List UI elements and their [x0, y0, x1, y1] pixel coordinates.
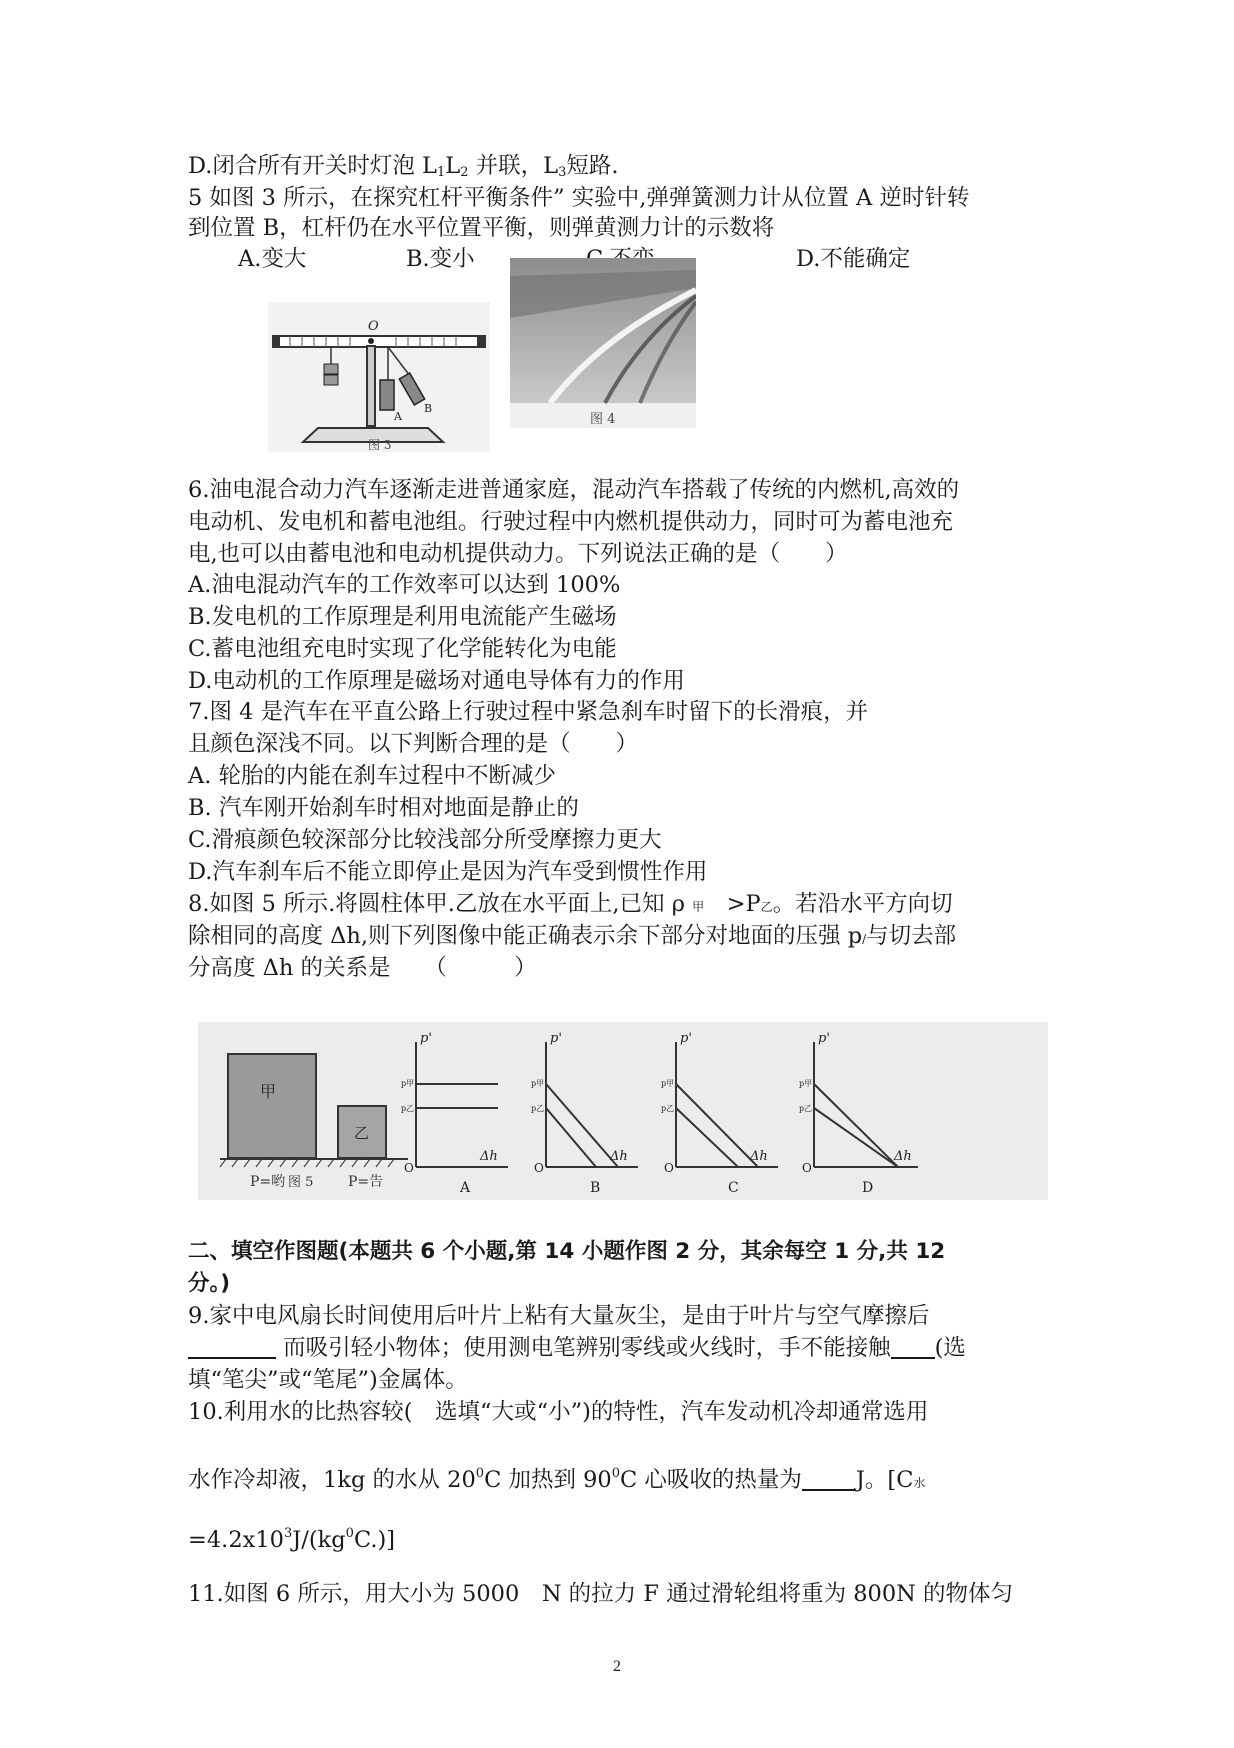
q8-line-1: [188, 888, 953, 923]
q5-option-d: D.不能确定: [796, 246, 911, 272]
panel-label-c: C: [728, 1180, 739, 1196]
axis-label-y: p': [680, 1031, 692, 1046]
axis-origin: O: [664, 1161, 674, 1175]
q9-line-3: 填“笔尖”或“笔尾”)金属体。: [188, 1367, 468, 1393]
q6-option-a: A.油电混动汽车的工作效率可以达到 100%: [188, 572, 621, 598]
q6-line-3: 电,也可以由蓄电池和电动机提供动力。下列说法正确的是（ ）: [188, 541, 848, 567]
superscript-0: 0: [345, 1526, 354, 1541]
label-p-jia: p甲: [799, 1079, 813, 1088]
subscript-jia: 甲: [692, 900, 705, 914]
q9-line-1: 9.家中电风扇长时间使用后叶片上粘有大量灰尘，是由于叶片与空气摩擦后: [188, 1303, 930, 1329]
label-p-yi: p乙: [401, 1104, 415, 1113]
section-2-heading-line-2: 分。): [188, 1271, 231, 1296]
q8-line-1-p: >P: [726, 891, 761, 917]
fig3-label-b: B: [424, 402, 433, 415]
q10-answer-blank[interactable]: [802, 1469, 856, 1491]
axis-origin: O: [534, 1161, 544, 1175]
q4-option-d-end: 短路.: [566, 153, 619, 179]
q8-line-2: [188, 920, 956, 955]
q10-line-2-mid: C 加热到 90: [484, 1467, 612, 1493]
axis-origin: O: [404, 1161, 414, 1175]
superscript-3: 3: [283, 1526, 293, 1541]
subscript: 2: [460, 165, 469, 180]
axis-label-x: Δh: [610, 1149, 628, 1164]
q11-line-1: 11.如图 6 所示，用大小为 5000 N 的拉力 F 通过滑轮组将重为 800N 的物体匀: [188, 1581, 1014, 1607]
q7-option-a: A. 轮胎的内能在刹车过程中不断减少: [188, 763, 557, 789]
label-p-yi: p乙: [799, 1104, 813, 1113]
label-p-jia: p甲: [531, 1079, 545, 1088]
q4-option-d-l2: L: [445, 153, 461, 179]
q5-option-a: A.变大: [238, 246, 307, 272]
fig5-note-left: P=哟: [250, 1174, 286, 1190]
q9-line-2-end: (选: [934, 1335, 966, 1361]
q6-option-c: C.蓄电池组充电时实现了化学能转化为电能: [188, 636, 617, 662]
axis-origin: O: [802, 1161, 812, 1175]
fig3-label-o: O: [368, 319, 379, 334]
label-p-jia: p甲: [401, 1079, 415, 1088]
figure-3-lever: [268, 302, 490, 452]
q7-option-d: D.汽车刹车后不能立即停止是因为汽车受到惯性作用: [188, 859, 708, 885]
q7-line-2: 且颜色深浅不同。以下判断合理的是（ ）: [188, 731, 639, 757]
cylinder-yi-label: 乙: [354, 1124, 370, 1142]
q6-line-2: 电动机、发电机和蓄电池组。行驶过程中内燃机提供动力，同时可为蓄电池充: [188, 509, 954, 535]
q10-line-3: [188, 1518, 395, 1556]
q9-line-2: [188, 1332, 966, 1364]
q7-option-b: B. 汽车刚开始刹车时相对地面是静止的: [188, 795, 579, 821]
section-2-heading-line-1: 二、填空作图题(本题共 6 个小题,第 14 小题作图 2 分，其余每空 1 分,共 12: [188, 1239, 946, 1264]
fig3-label-a: A: [394, 410, 402, 423]
subscript: 3: [558, 165, 567, 180]
q8-line-2-rest: 与切去部: [866, 923, 957, 949]
q7-line-1: 7.图 4 是汽车在平直公路上行驶过程中紧急刹车时留下的长滑痕，并: [188, 699, 869, 725]
panel-label-d: D: [862, 1180, 874, 1196]
figure-4-road: [510, 258, 696, 428]
q8-line-2-text: 除相同的高度 Δh,则下列图像中能正确表示余下部分对地面的压强 p: [188, 923, 863, 949]
q5-line-2: 到位置 B，杠杆仍在水平位置平衡，则弹黄测力计的示数将: [188, 215, 775, 241]
axis-label-x: Δh: [480, 1149, 498, 1164]
q6-line-1: 6.油电混合动力汽车逐渐走进普通家庭，混动汽车搭载了传统的内燃机,高效的: [188, 477, 960, 503]
q4-option-d-text: D.闭合所有开关时灯泡 L: [188, 153, 437, 179]
q8-line-1-text: 8.如图 5 所示.将圆柱体甲.乙放在水平面上,已知 ρ: [188, 891, 685, 917]
q10-line-2-text: 水作冷却液，1kg 的水从 20: [188, 1467, 476, 1493]
page-number: 2: [613, 1658, 621, 1675]
label-p-yi: p乙: [661, 1104, 675, 1113]
q10-line-3-mid: J/(kg: [292, 1527, 346, 1553]
label-p-yi: p乙: [531, 1104, 545, 1113]
q7-option-c: C.滑痕颜色较深部分比较浅部分所受摩擦力更大: [188, 827, 662, 853]
superscript-0: 0: [475, 1466, 485, 1481]
axis-label-x: Δh: [894, 1149, 912, 1164]
panel-label-a: A: [460, 1180, 471, 1196]
q10-line-2: [188, 1458, 925, 1499]
axis-label-y: p': [818, 1031, 830, 1046]
axis-label-y: p': [420, 1031, 432, 1046]
subscript: 1: [436, 165, 446, 180]
cylinder-jia-label: 甲: [260, 1082, 277, 1101]
q10-line-3-end: C.)]: [353, 1527, 396, 1553]
q10-line-1: 10.利用水的比热容较( 选填“大或“小”)的特性，汽车发动机冷却通常选用: [188, 1399, 929, 1425]
subscript-yi: 乙: [760, 900, 773, 914]
fig5-caption: 图 5: [288, 1175, 314, 1190]
q9-answer-blank-2[interactable]: [891, 1337, 935, 1359]
axis-label-x: Δh: [750, 1149, 768, 1164]
q10-line-2-end: J。[C: [855, 1467, 914, 1493]
fig5-note-right: P=告: [348, 1174, 384, 1190]
figure-5: [198, 1022, 1048, 1200]
label-p-jia: p甲: [661, 1079, 675, 1088]
fig4-caption: 图 4: [590, 412, 616, 427]
q6-option-d: D.电动机的工作原理是磁场对通电导体有力的作用: [188, 668, 685, 694]
panel-label-b: B: [590, 1180, 601, 1196]
q10-line-3-text: =4.2x10: [188, 1527, 284, 1553]
q8-line-3: 分高度 Δh 的关系是 （ ）: [188, 955, 537, 981]
q5-option-b: B.变小: [406, 246, 475, 272]
superscript-0: 0: [611, 1466, 621, 1481]
q5-line-1: 5 如图 3 所示，在探究杠杆平衡条件” 实验中,弹弹簧测力计从位置 A 逆时针转: [188, 185, 970, 211]
fig3-caption: 图 3: [368, 438, 392, 452]
q8-line-1-rest: 。若沿水平方向切: [772, 891, 953, 917]
q10-line-2-rest: C 心吸收的热量为: [620, 1467, 802, 1493]
q9-answer-blank-1[interactable]: [188, 1337, 276, 1359]
subscript-prime: /: [862, 932, 867, 946]
axis-label-y: p': [550, 1031, 562, 1046]
q9-line-2-text: 而吸引轻小物体；使用测电笔辨别零线或火线时，手不能接触: [276, 1335, 891, 1361]
subscript-water: 水: [913, 1476, 926, 1490]
q6-option-b: B.发电机的工作原理是利用电流能产生磁场: [188, 604, 617, 630]
cylinder-jia: [228, 1054, 316, 1158]
q4-option-d-rest: 并联，L: [475, 153, 559, 179]
